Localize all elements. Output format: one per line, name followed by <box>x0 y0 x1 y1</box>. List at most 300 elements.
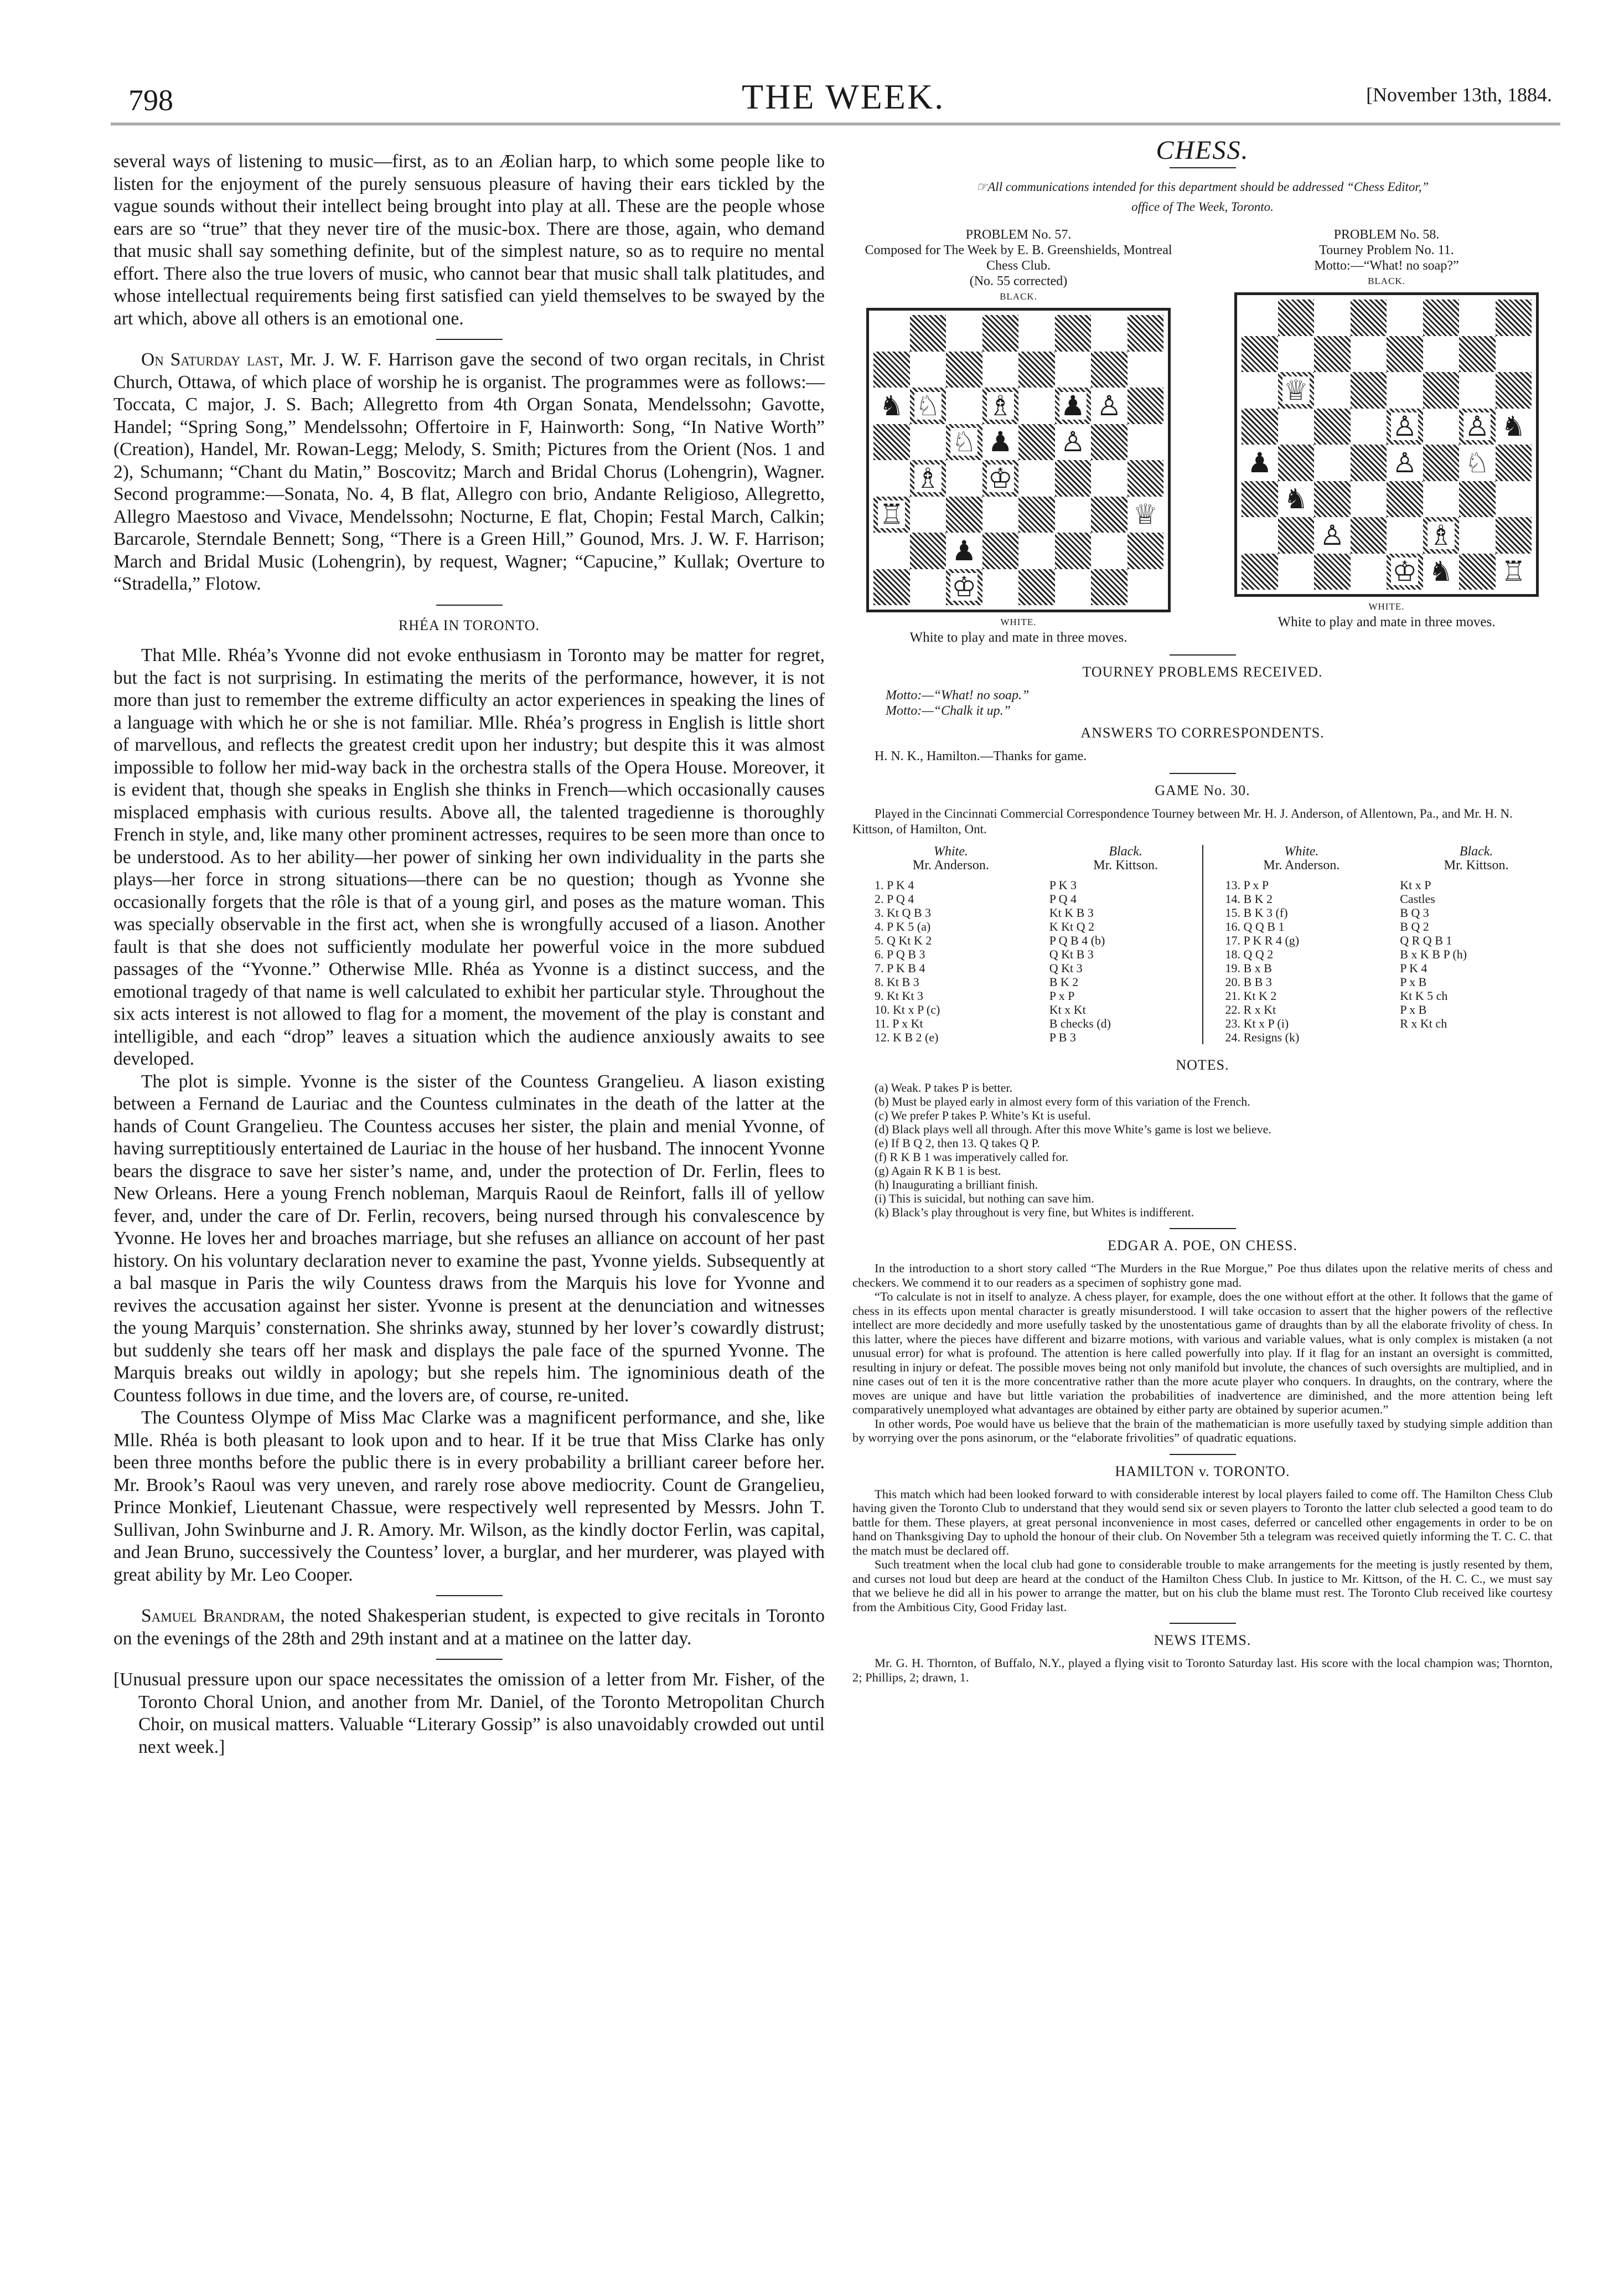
music-paragraph: several ways of listening to music—first, as to an Æolian harp, to which some people like to listen for the enjoyment of the purely sensuous pleasure of having their ears tickled by the vague sounds without their intellect being brought into play at all. These are the people whose ears are so “true” that they never tire of the music-box. There are those, again, who demand that music shall say something definite, but of the simplest nature, so as to require no mental effort. There also the true lovers of music, who cannot bear that music shall talk platitudes, and whose intellectual requirements being first satisfied can yield themselves to be swayed by the art which, above all others is an emotional one. <box>113 151 825 329</box>
board-square <box>1387 300 1423 336</box>
board-square <box>1459 554 1496 590</box>
list-item: (h) Inaugurating a brilliant finish. <box>875 1178 1038 1191</box>
board-square <box>1423 336 1460 373</box>
board-square <box>910 352 947 388</box>
white-bishop-icon: ♗ <box>915 462 940 494</box>
poe-heading: EDGAR A. POE, ON CHESS. <box>1108 1237 1297 1253</box>
col-black-head: Black. <box>1459 844 1493 859</box>
list-item: 21. Kt K 2 <box>1225 989 1277 1003</box>
board-square <box>1242 517 1278 554</box>
list-item: 9. Kt Kt 3 <box>875 989 923 1003</box>
motto-2: Motto:—“Chalk it up.” <box>886 704 1011 718</box>
hamilton-article <box>852 1487 1553 1614</box>
board-square <box>946 497 982 533</box>
organ-recital-paragraph <box>113 349 825 596</box>
white-pawn-icon: ♙ <box>1320 519 1345 551</box>
white-king-icon: ♔ <box>951 571 977 603</box>
list-item: 16. Q Q B 1 <box>1225 920 1285 933</box>
white-pawn-icon: ♙ <box>1392 446 1418 479</box>
board-square <box>873 460 910 497</box>
black-label: BLACK. <box>1368 276 1405 286</box>
list-item: 8. Kt B 3 <box>875 975 919 989</box>
news-heading: NEWS ITEMS. <box>1154 1632 1251 1648</box>
divider <box>436 1659 503 1660</box>
white-king-icon: ♔ <box>1392 555 1418 588</box>
black-moves-col <box>1378 845 1553 1044</box>
black-moves-col <box>1027 845 1202 1044</box>
page-number: 798 <box>128 84 173 117</box>
board-square <box>1242 481 1278 518</box>
problem-title: PROBLEM No. 57. <box>965 228 1072 242</box>
board-square <box>1387 445 1423 481</box>
board-square <box>1278 372 1315 409</box>
list-item: 4. P K 5 (a) <box>875 920 931 933</box>
board-square <box>1314 554 1351 590</box>
board-square <box>1242 300 1278 336</box>
board-square <box>1423 409 1460 445</box>
board-square <box>1496 517 1532 554</box>
divider <box>1170 1454 1236 1455</box>
rhea-heading: RHÉA IN TORONTO. <box>398 617 540 633</box>
board-square <box>873 533 910 569</box>
board-square <box>873 424 910 461</box>
board-square <box>1018 569 1055 606</box>
list-item: 2. P Q 4 <box>875 892 914 906</box>
masthead-title: THE WEEK. <box>742 77 945 116</box>
list-item: 24. Resigns (k) <box>1225 1030 1300 1044</box>
list-item: 6. P Q B 3 <box>875 947 925 961</box>
divider <box>1170 654 1236 656</box>
board-square <box>1055 424 1092 461</box>
black-label: BLACK. <box>1000 291 1037 302</box>
list-item: Q Kt B 3 <box>1049 947 1094 961</box>
divider <box>436 1595 503 1596</box>
problem-title: PROBLEM No. 58. <box>1333 228 1440 242</box>
board-square <box>982 352 1019 388</box>
board-square <box>1128 424 1164 461</box>
hamilton-paragraph-2: Such treatment when the local club had gone to considerable trouble to make arrangements for the meeting is justly resented by them, and curses not loud but deep are heard at the conduct of the Hamilton Chess Club. In justice to Mr. Kittson, of the H. C. C., we must say that we believe he did all in his power to arrange the matter, but on his club the blame must rest. The Toronto Club received like courtesy from the Ambitious City, Good Friday last. <box>852 1557 1553 1614</box>
board-square <box>1128 569 1164 606</box>
poe-paragraph-3: In other words, Poe would have us believe that the brain of the mathematician is more usefully taxed by studying simple addition than by worrying over the pons asinorum, or the “elaborate frivolities” of quadratic equations. <box>852 1416 1553 1444</box>
white-pawn-icon: ♙ <box>1392 410 1418 443</box>
poe-paragraph-2: “To calculate is not in itself to analyze. A chess player, for example, does the one without effort at the other. It follows that the game of chess in its effects upon mental character is greatly misunderstood. I will take occasion to assert that the higher powers of the reflective intellect are more decidedly and more usefully tasked by the unostentatious game of draughts than by all the elaborate frivolity of chess. In this latter, where the pieces have different and bizarre motions, with various and variable values, what is only complex is mistaken (a not unusual error) for what is profound. The attention is here called powerfully into play. If it flag for an instant an oversight is committed, resulting in injury or defeat. The possible moves being not only manifold but involute, the chances of such oversights are multiplied, and in nine cases out of ten it is the more concentrative rather than the more acute player who conquers. In draughts, on the contrary, where the moves are unique and have but little variation the probabilities of inadvertence are diminished, and the more attention being left comparatively unemployed what advantages are obtained by either party are obtained by superior acumen.” <box>852 1289 1553 1416</box>
black-knight-icon: ♞ <box>1501 410 1526 443</box>
board-square <box>982 569 1019 606</box>
list-item: 22. R x Kt <box>1225 1003 1276 1017</box>
board-square <box>1496 300 1532 336</box>
board-square <box>873 352 910 388</box>
moves-right-half <box>1203 845 1553 1044</box>
board-square <box>1018 460 1055 497</box>
board-square <box>982 315 1019 352</box>
board-square <box>1459 517 1496 554</box>
list-item: (g) Again R K B 1 is best. <box>875 1164 1001 1178</box>
list-item: 10. Kt x P (c) <box>875 1003 940 1017</box>
board-square <box>1128 352 1164 388</box>
list-item: B x K B P (h) <box>1400 947 1467 961</box>
list-item: Kt K 5 ch <box>1400 989 1448 1003</box>
board-square <box>910 315 947 352</box>
move-list <box>1049 878 1202 1044</box>
divider <box>1170 167 1236 168</box>
black-knight-icon: ♞ <box>1428 555 1454 588</box>
list-item: B checks (d) <box>1049 1017 1111 1030</box>
board-square <box>1423 517 1460 554</box>
divider <box>436 339 503 340</box>
answers-heading: ANSWERS TO CORRESPONDENTS. <box>1080 725 1325 741</box>
list-item: 12. K B 2 (e) <box>875 1030 939 1044</box>
board-square <box>982 388 1019 424</box>
white-knight-icon: ♘ <box>951 426 977 458</box>
board-square <box>1459 445 1496 481</box>
white-queen-icon: ♕ <box>1132 498 1158 531</box>
board-square <box>1242 372 1278 409</box>
board-square <box>1055 569 1092 606</box>
board-square <box>1459 481 1496 518</box>
board-square <box>1314 481 1351 518</box>
news-paragraph: Mr. G. H. Thornton, of Buffalo, N.Y., played a flying visit to Toronto Saturday last. His score with the local champion was; Thornton, 2; Phillips, 2; drawn, 1. <box>852 1656 1553 1684</box>
editorial-note: [Unusual pressure upon our space necessitates the omission of a letter from Mr. Fisher, of the Toronto Choral Union, and another from Mr. Daniel, of the Toronto Metropolitan Church Choir, on musical matters. Valuable “Literary Gossip” is also unavoidably crowded out until next week.] <box>113 1669 825 1757</box>
white-rook-icon: ♖ <box>879 498 904 531</box>
problem-caption: White to play and mate in three moves. <box>1278 615 1496 630</box>
board-square <box>873 569 910 606</box>
white-bishop-icon: ♗ <box>987 389 1013 422</box>
board-square <box>946 315 982 352</box>
board-square <box>1423 445 1460 481</box>
board-square <box>1278 336 1315 373</box>
game-moves <box>852 845 1553 1044</box>
board-square <box>1278 517 1315 554</box>
board-square <box>1055 460 1092 497</box>
board-square <box>1055 352 1092 388</box>
chess-column <box>852 136 1553 1684</box>
board-square <box>1278 445 1315 481</box>
list-item: Kt K B 3 <box>1049 906 1094 920</box>
board-square <box>1128 315 1164 352</box>
board-square <box>910 460 947 497</box>
board-square <box>1091 315 1128 352</box>
divider <box>1170 1623 1236 1624</box>
list-item: (k) Black’s play throughout is very fine, but Whites is indifferent. <box>875 1205 1194 1219</box>
list-item: 1. P K 4 <box>875 878 914 892</box>
list-item: P B 3 <box>1049 1030 1076 1044</box>
board-square <box>1387 481 1423 518</box>
board-square <box>1459 300 1496 336</box>
list-item: (e) If B Q 2, then 13. Q takes Q P. <box>875 1136 1040 1150</box>
board-square <box>1091 569 1128 606</box>
board-square <box>1423 372 1460 409</box>
notes-heading: NOTES. <box>1176 1057 1229 1073</box>
board-square <box>1496 336 1532 373</box>
answer-line: H. N. K., Hamilton.—Thanks for game. <box>875 749 1087 763</box>
notice-line-2: office of The Week, Toronto. <box>1131 200 1274 214</box>
list-item: (c) We prefer P takes P. White’s Kt is useful. <box>875 1108 1091 1122</box>
white-pawn-icon: ♙ <box>1060 426 1085 458</box>
board-square <box>1018 315 1055 352</box>
black-knight-icon: ♞ <box>1283 483 1308 515</box>
player-black: Mr. Kittson. <box>1093 858 1158 873</box>
poe-paragraph-1: In the introduction to a short story called “The Murders in the Rue Morgue,” Poe thus dilates upon the relative merits of chess and checkers. We commend it to our readers as a specimen of sophistry gone mad. <box>852 1261 1553 1289</box>
list-item: (f) R K B 1 was imperatively called for. <box>875 1150 1069 1164</box>
move-list <box>1400 878 1553 1044</box>
board-square <box>1278 409 1315 445</box>
col-black-head: Black. <box>1109 844 1142 859</box>
problem-sub-1: Composed for The Week by E. B. Greenshields, Montreal Chess Club. <box>865 243 1172 273</box>
board-square <box>910 533 947 569</box>
board-square <box>1128 497 1164 533</box>
notes-list <box>852 1081 1553 1219</box>
list-item: Kt x P <box>1400 878 1431 892</box>
white-rook-icon: ♖ <box>1501 555 1526 588</box>
board-square <box>1128 388 1164 424</box>
board-square <box>1351 445 1387 481</box>
motto-1: Motto:—“What! no soap.” <box>886 688 1030 703</box>
list-item: Q R Q B 1 <box>1400 933 1452 947</box>
board-square <box>910 388 947 424</box>
divider <box>436 605 503 606</box>
black-pawn-icon: ♟ <box>987 426 1013 458</box>
board-square <box>910 424 947 461</box>
board-square <box>1055 497 1092 533</box>
board-square <box>946 460 982 497</box>
moves-left-half <box>852 845 1203 1044</box>
board-square <box>982 460 1019 497</box>
board-square <box>1351 481 1387 518</box>
move-list <box>1225 878 1378 1044</box>
board-square <box>1128 533 1164 569</box>
list-item: P x B <box>1400 1003 1427 1017</box>
white-moves-col <box>852 845 1027 1044</box>
list-item: R x Kt ch <box>1400 1017 1447 1030</box>
chess-board <box>1234 292 1539 597</box>
board-square <box>1091 460 1128 497</box>
hamilton-paragraph-1: This match which had been looked forward to with considerable interest by local players failed to come off. The Hamilton Chess Club having given the Toronto Club to understand that they would send six or seven players to Toronto the latter club selected a good team to do battle for them. These players, at great personal inconvenience in most cases, deferred or cancelled other engagements in order to be on hand on Thanksgiving Day to uphold the honour of their club. On November 5th a telegram was received quietly informing the T. C. C. that the match must be declared off. <box>852 1487 1553 1557</box>
tourney-heading: TOURNEY PROBLEMS RECEIVED. <box>1082 664 1323 680</box>
header-rule <box>111 123 1560 127</box>
board-square <box>1314 372 1351 409</box>
list-item: (d) Black plays well all through. After this move White’s game is lost we believe. <box>875 1122 1271 1136</box>
brandram-paragraph <box>113 1605 825 1650</box>
board-square <box>1496 372 1532 409</box>
white-label: WHITE. <box>1000 617 1037 627</box>
list-item: Kt x Kt <box>1049 1003 1086 1017</box>
chess-notice <box>852 177 1553 217</box>
problem-sub-2: Motto:—“What! no soap?” <box>1314 259 1459 273</box>
col-white-head: White. <box>933 844 968 859</box>
board-square <box>1387 554 1423 590</box>
board-square <box>1496 445 1532 481</box>
list-item: P x B <box>1400 975 1427 989</box>
black-pawn-icon: ♟ <box>951 534 977 567</box>
hamilton-heading: HAMILTON v. TORONTO. <box>1115 1463 1290 1479</box>
board-square <box>1055 315 1092 352</box>
list-item: P K 3 <box>1049 878 1077 892</box>
white-pawn-icon: ♙ <box>1465 410 1490 443</box>
board-square <box>1496 409 1532 445</box>
board-square <box>1091 352 1128 388</box>
board-square <box>1351 336 1387 373</box>
board-square <box>1091 497 1128 533</box>
board-square <box>1314 409 1351 445</box>
board-square <box>1242 336 1278 373</box>
board-square <box>1018 424 1055 461</box>
board-square <box>1091 424 1128 461</box>
board-square <box>1278 554 1315 590</box>
rhea-paragraph-3: The Countess Olympe of Miss Mac Clarke was a magnificent performance, and she, like Mlle. Rhéa is both pleasant to look upon and to hear. If it be true that Miss Clarke has only been three months before the public there is in every probability a brilliant career before her. Mr. Brook’s Raoul was very uneven, and rarely rose above mediocrity. Count de Grangelieu, Prince Monkief, Lieutenant Chassue, were respectively well represented by Messrs. John T. Sullivan, John Swinburne and J. R. Amory. Mr. Wilson, as the kindly doctor Ferlin, was capital, and Jean Bruno, successively the Countess’ lover, a burglar, and her murderer, was played with great ability by Mr. Leo Cooper. <box>113 1407 825 1585</box>
list-item: P x P <box>1049 989 1075 1003</box>
board-square <box>1242 554 1278 590</box>
board-square <box>1351 300 1387 336</box>
poe-article <box>852 1261 1553 1445</box>
white-label: WHITE. <box>1368 601 1405 612</box>
list-item: 5. Q Kt K 2 <box>875 933 932 947</box>
organ-recital-text: Mr. J. W. F. Harrison gave the second of two organ recitals, in Christ Church, Ottawa, of which place of worship he is organist. The programmes were as follows:—Toccata, C major, J. S. Bach; Allegretto from 4th Organ Sonata, Mendelssohn; Gavotte, Handel; “Spring Song,” Mendelssohn; Offertoire in F, Hainworth: Song, “In Native Worth” (Creation), Handel, Mr. Rowan-Legg; Melody, S. Smith; Pictures from the Orient (Nos. 1 and 2), Schumann; “Chant du Matin,” Boscovitz; March and Bridal Chorus (Lohengrin), Wagner. Second programme:—Sonata, No. 4, B flat, Allegro con brio, Andante Religioso, Allegretto, Allegro Maestoso and Vivace, Mendelssohn; Nocturne, E flat, Chopin; Festal March, Calkin; Barcarole, Sterndale Bennett; Song, “There is a Green Hill,” Gounod, Mrs. J. W. F. Harrison; March and Bridal Music (Lohengrin), by request, Wagner; “Capucine,” Kullak; Overture to “Stradella,” Flotow. <box>113 349 825 594</box>
board-square <box>1351 554 1387 590</box>
board-square <box>1351 517 1387 554</box>
game-intro: Played in the Cincinnati Commercial Correspondence Tourney between Mr. H. J. Anderson, of Allentown, Pa., and Mr. H. N. Kittson, of Hamilton, Ont. <box>852 807 1513 836</box>
player-white: Mr. Anderson. <box>912 858 989 873</box>
move-list <box>875 878 1027 1044</box>
board-square <box>910 497 947 533</box>
black-pawn-icon: ♟ <box>1060 389 1085 422</box>
board-square <box>1387 409 1423 445</box>
issue-date: [November 13th, 1884. <box>1366 84 1552 106</box>
list-item: K Kt Q 2 <box>1049 920 1095 933</box>
board-square <box>982 497 1019 533</box>
board-square <box>873 388 910 424</box>
board-square <box>1351 409 1387 445</box>
problem-58 <box>1220 227 1553 646</box>
divider <box>1170 1228 1236 1229</box>
board-square <box>1314 300 1351 336</box>
board-square <box>910 569 947 606</box>
board-square <box>1387 336 1423 373</box>
board-square <box>1423 481 1460 518</box>
board-square <box>1242 445 1278 481</box>
board-square <box>1387 372 1423 409</box>
list-item <box>1400 1030 1553 1044</box>
list-item: 7. P K B 4 <box>875 961 925 975</box>
board-square <box>1128 460 1164 497</box>
board-square <box>982 424 1019 461</box>
list-item: 15. B K 3 (f) <box>1225 906 1288 920</box>
white-knight-icon: ♘ <box>915 389 940 422</box>
white-queen-icon: ♕ <box>1283 374 1308 406</box>
board-square <box>1018 533 1055 569</box>
lead-in: Samuel Brandram, <box>141 1606 285 1626</box>
list-item: 19. B x B <box>1225 961 1272 975</box>
list-item: B Q 3 <box>1400 906 1429 920</box>
news-article <box>852 1656 1553 1684</box>
list-item: Q Kt 3 <box>1049 961 1083 975</box>
list-item: (a) Weak. P takes P is better. <box>875 1081 1013 1095</box>
list-item: 18. Q Q 2 <box>1225 947 1274 961</box>
left-column <box>113 151 825 1758</box>
list-item: P K 4 <box>1400 961 1428 975</box>
board-square <box>873 497 910 533</box>
list-item: 3. Kt Q B 3 <box>875 906 932 920</box>
white-king-icon: ♔ <box>987 462 1013 494</box>
list-item: 13. P x P <box>1225 878 1269 892</box>
board-square <box>1459 336 1496 373</box>
list-item: B Q 2 <box>1400 920 1429 933</box>
board-square <box>946 352 982 388</box>
board-square <box>1314 445 1351 481</box>
divider <box>1170 773 1236 774</box>
list-item: P Q B 4 (b) <box>1049 933 1105 947</box>
black-knight-icon: ♞ <box>879 389 904 422</box>
board-square <box>1314 336 1351 373</box>
board-square <box>1278 481 1315 518</box>
board-square <box>982 533 1019 569</box>
problem-57 <box>852 227 1185 646</box>
notice-line-1: ☞All communications intended for this department should be addressed “Chess Editor,” <box>976 180 1429 194</box>
board-square <box>1387 517 1423 554</box>
board-square <box>1459 372 1496 409</box>
board-square <box>1496 481 1532 518</box>
problem-caption: White to play and mate in three moves. <box>909 630 1128 645</box>
lead-in: On Saturday last, <box>141 349 283 370</box>
list-item: 14. B K 2 <box>1225 892 1273 906</box>
game-heading: GAME No. 30. <box>1155 782 1250 798</box>
board-square <box>1091 533 1128 569</box>
problem-sub-2: (No. 55 corrected) <box>969 274 1068 288</box>
list-item: (i) This is suicidal, but nothing can save him. <box>875 1191 1094 1205</box>
board-square <box>1459 409 1496 445</box>
list-item: 20. B B 3 <box>1225 975 1272 989</box>
board-square <box>1423 554 1460 590</box>
board-square <box>1018 388 1055 424</box>
board-square <box>1055 388 1092 424</box>
white-moves-col <box>1203 845 1378 1044</box>
board-square <box>946 424 982 461</box>
board-square <box>873 315 910 352</box>
rhea-paragraph-1: That Mlle. Rhéa’s Yvonne did not evoke enthusiasm in Toronto may be matter for regret, but the fact is not surprising. In estimating the merits of the performance, however, it is not more than just to remember the extreme difficulty an actor experiences in speaking the lines of a language with which he or she is not familiar. Mlle. Rhéa’s progress in English is little short of marvellous, and reflects the greatest credit upon her industry; but despite this it was almost impossible to follow her mid-way back in the orchestra stalls of the Opera House. Moreover, it is evident that, though she speaks in English she thinks in French—which occasionally causes misplaced emphasis with curious results. Above all, the talented tragedienne is thoroughly French in style, and, like many other prominent actresses, requires to be seen more than once to be understood. As to her ability—her power of sinking her own individuality in the parts she plays—her force in strong situations—there can be no question; though as Yvonne she occasionally forgets that the rôle is that of a young girl, and poses as the mature woman. This was specially observable in the first act, when she is wrongfully accused of a liason. Another fault is that she does not sufficiently modulate her powerful voice in the more subdued passages of the “Yvonne.” Otherwise Mlle. Rhéa as Yvonne is a distinct success, and the emotional tragedy of that name is well calculated to exhibit her particular style. Throughout the six acts interest is not allowed to flag for a moment, the movement of the play is constant and intelligible, and each “drop” leaves a situation which the audience anxiously awaits to see developed. <box>113 645 825 1069</box>
board-square <box>946 533 982 569</box>
col-white-head: White. <box>1284 844 1319 859</box>
board-square <box>1018 497 1055 533</box>
board-square <box>1423 300 1460 336</box>
list-item: B K 2 <box>1049 975 1079 989</box>
board-square <box>1496 554 1532 590</box>
white-bishop-icon: ♗ <box>1428 519 1454 551</box>
chess-board <box>866 308 1171 612</box>
board-square <box>1351 372 1387 409</box>
board-square <box>1242 409 1278 445</box>
board-square <box>1055 533 1092 569</box>
list-item: 17. P K R 4 (g) <box>1225 933 1300 947</box>
list-item: (b) Must be played early in almost every form of this variation of the French. <box>875 1095 1250 1108</box>
board-square <box>946 569 982 606</box>
board-square <box>1091 388 1128 424</box>
chess-title: CHESS. <box>1156 136 1249 165</box>
board-square <box>946 388 982 424</box>
white-pawn-icon: ♙ <box>1097 389 1122 422</box>
brandram-text: the noted Shakesperian student, is expected to give recitals in Toronto on the evenings of the 28th and 29th instant and at a matinee on the latter day. <box>113 1606 825 1649</box>
problems-row <box>852 227 1553 646</box>
list-item: Castles <box>1400 892 1435 906</box>
board-square <box>1314 517 1351 554</box>
problem-sub-1: Tourney Problem No. 11. <box>1319 243 1454 257</box>
board-square <box>1018 352 1055 388</box>
list-item: P Q 4 <box>1049 892 1077 906</box>
player-black: Mr. Kittson. <box>1444 858 1509 873</box>
list-item: 23. Kt x P (i) <box>1225 1017 1289 1030</box>
list-item: 11. P x Kt <box>875 1017 923 1030</box>
player-white: Mr. Anderson. <box>1263 858 1340 873</box>
black-pawn-icon: ♟ <box>1247 446 1273 479</box>
white-knight-icon: ♘ <box>1465 446 1490 479</box>
